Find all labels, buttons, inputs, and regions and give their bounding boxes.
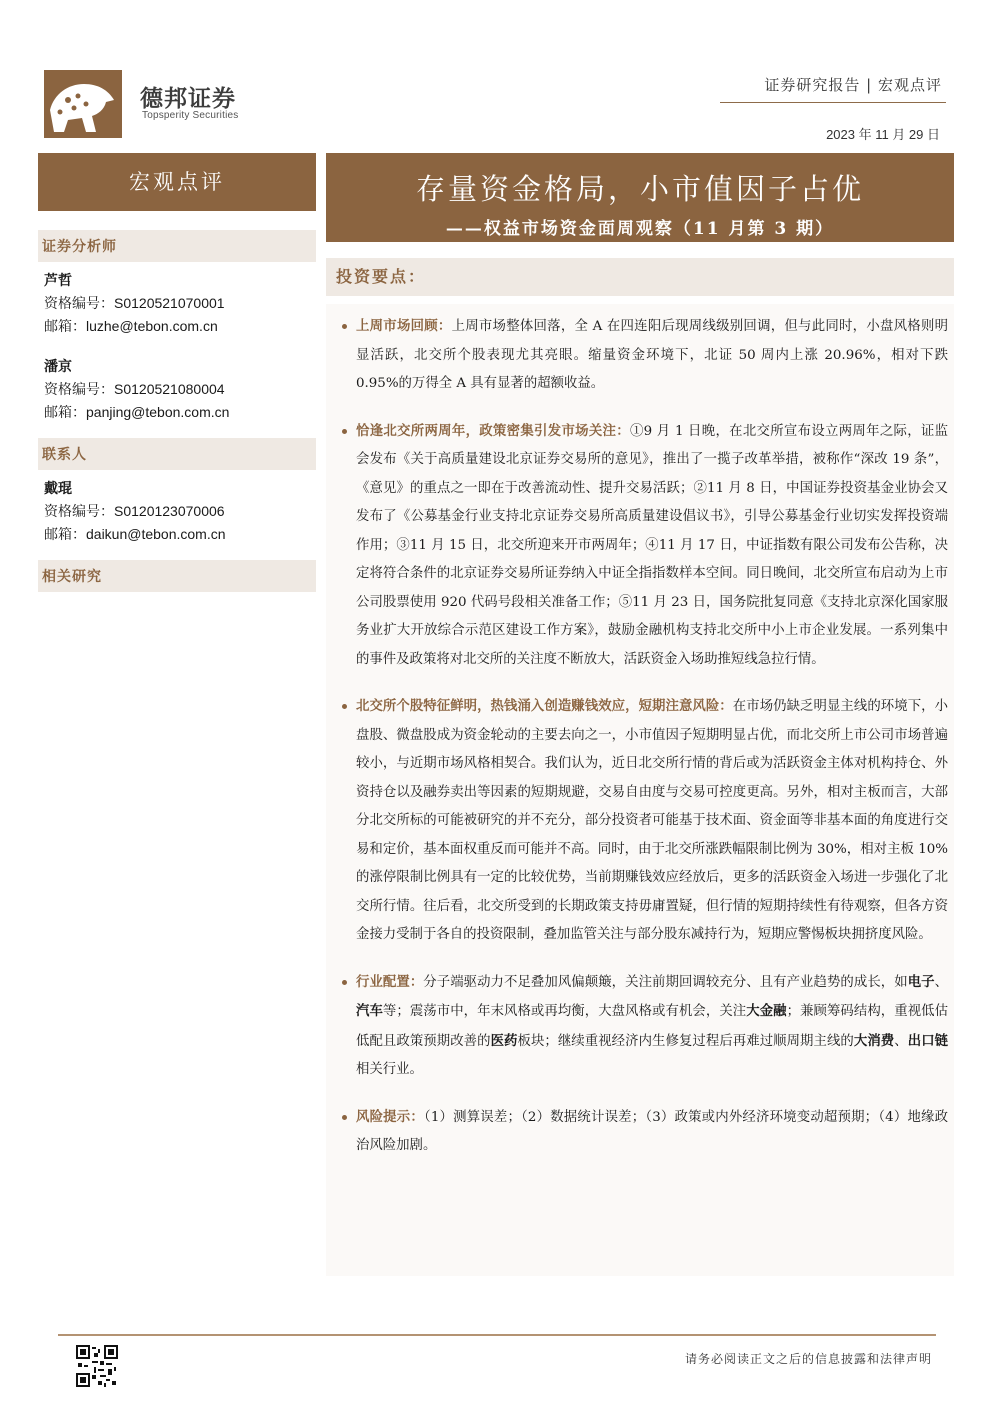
report-date: 2023 年 11 月 29 日 xyxy=(826,127,940,142)
title-band xyxy=(326,153,954,242)
cert-number: S0120123070006 xyxy=(114,503,225,519)
bullet-lead: 北交所个股特征鲜明，热钱涌入创造赚钱效应，短期注意风险： xyxy=(356,698,733,714)
cert-number: S0120521070001 xyxy=(114,295,225,311)
cert-number: S0120521080004 xyxy=(114,381,225,397)
key-points-body xyxy=(326,304,954,1276)
bullet-lead: 上周市场回顾： xyxy=(356,318,452,334)
sector-auto: 汽车 xyxy=(356,1003,383,1019)
bullet-lead: 风险提示： xyxy=(356,1108,424,1125)
cert-label: 资格编号： xyxy=(44,504,114,520)
bullet-text xyxy=(356,975,948,1078)
key-points-heading: 投资要点： xyxy=(326,258,954,296)
footer-divider xyxy=(58,1334,936,1336)
bullet-stock-features xyxy=(342,692,948,950)
bullet-text: （1）测算误差；（2）数据统计误差；（3）政策或内外经济环境变动超预期；（4）地缘政治风险加剧。 xyxy=(356,1109,949,1153)
text-part: 等；震荡市中，年末风格或再均衡，大盘风格或有机会，关注 xyxy=(382,1004,747,1019)
qr-code-icon xyxy=(76,1345,118,1387)
email-label: 邮箱： xyxy=(44,527,86,543)
related-research-heading: 相关研究 xyxy=(38,560,316,592)
text-part: ；兼顾筹码结构，重视低估低配且政策预期改善的 xyxy=(356,1004,949,1049)
analyst-name: 芦哲 xyxy=(44,273,72,289)
report-title: 存量资金格局，小市值因子占优 xyxy=(415,172,864,206)
company-logo xyxy=(44,70,254,142)
bullet-industry-allocation xyxy=(342,968,948,1085)
bullet-text: 上周市场整体回落，全 A 在四连阳后现周线级别回调，但与此同时，小盘风格则明显活跃，北交所个股表现尤其亮眼。缩量资金环境下，北证 50 周内上涨 20.96%，相对下跌 0.95%的万得全 A 具有显著的超额收益。 xyxy=(356,319,948,391)
text-part: 、 xyxy=(934,974,949,990)
sector-finance: 大金融 xyxy=(746,1003,787,1019)
report-type: 证券研究报告 | 宏观点评 xyxy=(764,76,942,94)
bullet-lead: 行业配置： xyxy=(356,973,424,990)
leopard-logo-icon xyxy=(44,70,122,138)
contact-heading: 联系人 xyxy=(38,438,316,470)
text-part: 分子端驱动力不足叠加风偏颠簸，关注前期回调较充分、且有产业趋势的成长，如 xyxy=(423,974,908,990)
email-link[interactable]: panjing@tebon.com.cn xyxy=(86,404,230,420)
report-subtitle: ——权益市场资金面周观察（11 月第 3 期） xyxy=(445,219,835,239)
email-label: 邮箱： xyxy=(44,405,86,421)
sector-export: 出口链 xyxy=(907,1032,949,1049)
sidebar xyxy=(38,230,316,592)
bullet-policy xyxy=(342,417,948,675)
bullet-text: ①9 月 1 日晚，在北交所宣布设立两周年之际，证监会发布《关于高质量建设北京证券交易所的意见》，推出了一揽子改革举措，被称作“深改 19 条”，《意见》的重点之一即在于改善流动性、提升交易活跃；②11 月 8 日，中国证券投资基金业协会又发布了《公募基金行业支持北京证券交易所高质量建设倡议书》，引导公募基金行业切实发挥投资端作用；③11 月 15 日，北交所迎来开市两周年；④11 月 17 日，中证指数有限公司发布公告称，决定将符合条件的北京证券交易所证券纳入中证全指指数样本空间。同日晚间，北交所宣布启动为上市公司股票使用 920 代码号段相关准备工作；⑤11 月 23 日，国务院批复同意《支持北京深化国家服务业扩大开放综合示范区建设工作方案》，鼓励金融机构支持北交所中小上市企业发展。一系列集中的事件及政策将对北交所的关注度不断放大，活跃资金入场助推短线急拉行情。 xyxy=(356,423,948,667)
analyst-card xyxy=(38,348,316,434)
contact-card xyxy=(38,470,316,556)
analyst-card xyxy=(38,262,316,348)
bullet-lead: 恰逢北交所两周年，政策密集引发市场关注： xyxy=(356,422,630,439)
bullet-risk-warning xyxy=(342,1103,948,1161)
logo-chinese-name: 德邦证券 xyxy=(140,86,236,112)
header-divider xyxy=(720,102,946,103)
bullet-text: 在市场仍缺乏明显主线的环境下，小盘股、微盘股成为资金轮动的主要去向之一，小市值因子短期明显占优，而北交所上市公司市场普遍较小，与近期市场风格相契合。我们认为，近日北交所行情的背后或为活跃资金主体对机构持仓、外资持仓以及融券卖出等因素的短期规避，交易自由度与交易可控度更高。另外，相对主板而言，大部分北交所标的可能被研究的并不充分，部分投资者可能基于技术面、资金面等非基本面的角度进行交易和定价，基本面权重反而可能并不高。同时，由于北交所涨跌幅限制比例为 30%，相对主板 10%的涨停限制比例具有一定的比较优势，当前期赚钱效应经放后，更多的活跃资金入场进一步强化了北交所行情。往后看，北交所受到的长期政策支持毋庸置疑，但行情的短期持续性有待观察，但各方资金接力受制于各自的投资限制，叠加监管关注与部分股东减持行为，短期应警惕板块拥挤度风险。 xyxy=(356,699,949,942)
text-part: 板块；继续重视经济内生修复过程后再难过顺周期主线的 xyxy=(517,1033,854,1049)
contact-name: 戴琨 xyxy=(44,481,72,497)
email-link[interactable]: luzhe@tebon.com.cn xyxy=(86,318,218,334)
analyst-name: 潘京 xyxy=(44,359,72,375)
text-part: 、 xyxy=(894,1033,908,1049)
bullet-market-review xyxy=(342,312,948,399)
email-link[interactable]: daikun@tebon.com.cn xyxy=(86,526,226,542)
cert-label: 资格编号： xyxy=(44,296,114,312)
sector-electronics: 电子 xyxy=(907,973,935,990)
sector-pharma: 医药 xyxy=(490,1032,518,1049)
category-band xyxy=(38,153,316,211)
logo-english-name: Topsperity Securities xyxy=(142,110,239,121)
cert-label: 资格编号： xyxy=(44,382,114,398)
email-label: 邮箱： xyxy=(44,319,86,335)
text-part: 相关行业。 xyxy=(356,1062,423,1077)
legal-disclaimer: 请务必阅读正文之后的信息披露和法律声明 xyxy=(684,1352,932,1366)
sector-consumption: 大消费 xyxy=(853,1032,895,1049)
category-label: 宏观点评 xyxy=(129,170,225,194)
analyst-heading: 证券分析师 xyxy=(38,230,316,262)
